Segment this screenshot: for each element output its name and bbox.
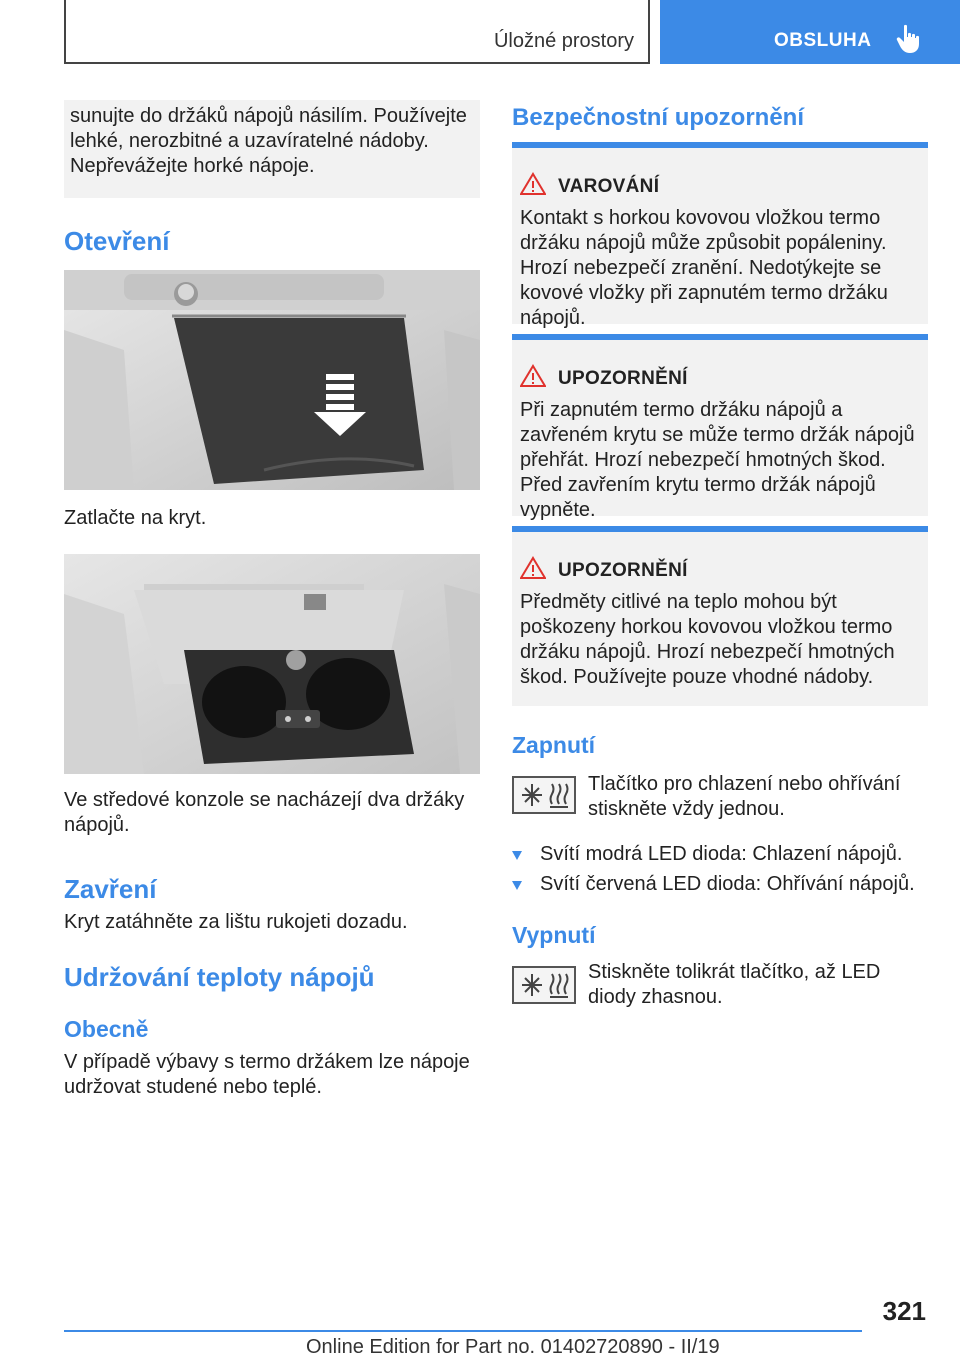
bullet-triangle-icon [512, 851, 522, 860]
heading-opening: Otevření [64, 226, 170, 256]
warning-text-3: Předměty citlivé na teplo mohou být poškozeny horkou kovovou vložkou termo držáku nápojů. Hrozí nebezpečí hmotných škod. Používejte pouze vhodné nádoby. [520, 591, 895, 688]
general-text: V případě výbavy s termo držákem lze nápoje udržovat studené nebo teplé. [64, 1051, 470, 1098]
photo-cup-holders [64, 554, 480, 774]
heading-general: Obecně [64, 1016, 149, 1042]
bullet-text-1: Svítí modrá LED dioda: Chlazení nápojů. [540, 843, 903, 865]
pointing-hand-icon [896, 24, 922, 54]
warning-box-1 [512, 142, 928, 329]
intro-note-text: sunujte do držáků nápojů násilím. Používejte lehké, nerozbitné a uzavíratelné nádoby. Nepřevážejte horké nápoje. [70, 105, 467, 177]
section-title: Úložné prostory [493, 30, 634, 52]
warning-triangle-icon [520, 172, 546, 196]
warning-text-2: Při zapnutém termo držáku nápojů a zavřeném krytu se může termo držák nápojů přehřát. Hrozí nebezpečí hmotných škod. Před zavřením krytu termo držák nápojů vypněte. [520, 399, 915, 521]
heading-switch-off: Vypnutí [512, 922, 596, 948]
caption-push-cover: Zatlačte na kryt. [64, 507, 207, 529]
bullet-triangle-icon [512, 881, 522, 890]
header-frame [64, 0, 650, 64]
cool-heat-button-icon [512, 776, 576, 814]
heading-closing: Zavření [64, 874, 157, 904]
footer-edition: Online Edition for Part no. 01402720890 - II/19 [306, 1336, 720, 1358]
list-item [512, 842, 928, 867]
footer-divider [64, 1330, 862, 1332]
switch-on-text: Tlačítko pro chlazení nebo ohřívání stiskněte vždy jednou. [588, 773, 901, 820]
heading-switch-on: Zapnutí [512, 732, 596, 758]
bullet-text-2: Svítí červená LED dioda: Ohřívání nápojů. [540, 873, 915, 895]
closing-text: Kryt zatáhněte za lištu rukojeti dozadu. [64, 911, 408, 933]
warning-box-2 [512, 334, 928, 521]
warning-title-2: UPOZORNĚNÍ [558, 368, 688, 389]
heading-safety: Bezpečnostní upozornění [512, 104, 805, 131]
warning-box-3 [512, 526, 928, 706]
warning-triangle-icon [520, 364, 546, 388]
caption-cup-holders: Ve středové konzole se nacházejí dva držáky nápojů. [64, 789, 465, 836]
list-item [512, 872, 928, 897]
warning-text-1: Kontakt s horkou kovovou vložkou termo držáku nápojů může způsobit popáleniny. Hrozí nebezpečí zranění. Nedotýkejte se kovové vložky při zapnutém termo držáku nápojů. [520, 207, 888, 329]
warning-triangle-icon [520, 556, 546, 580]
page-number: 321 [882, 1296, 926, 1326]
chapter-tab-label: OBSLUHA [774, 30, 872, 51]
warning-title-3: UPOZORNĚNÍ [558, 560, 688, 581]
photo-push-cover [64, 270, 480, 490]
cool-heat-button-icon [512, 966, 576, 1004]
chapter-tab[interactable] [660, 0, 960, 64]
heading-keep-temperature: Udržování teploty nápojů [64, 962, 375, 992]
warning-title-1: VAROVÁNÍ [558, 176, 660, 197]
switch-off-text: Stiskněte tolikrát tlačítko, až LED diody zhasnou. [588, 961, 881, 1008]
